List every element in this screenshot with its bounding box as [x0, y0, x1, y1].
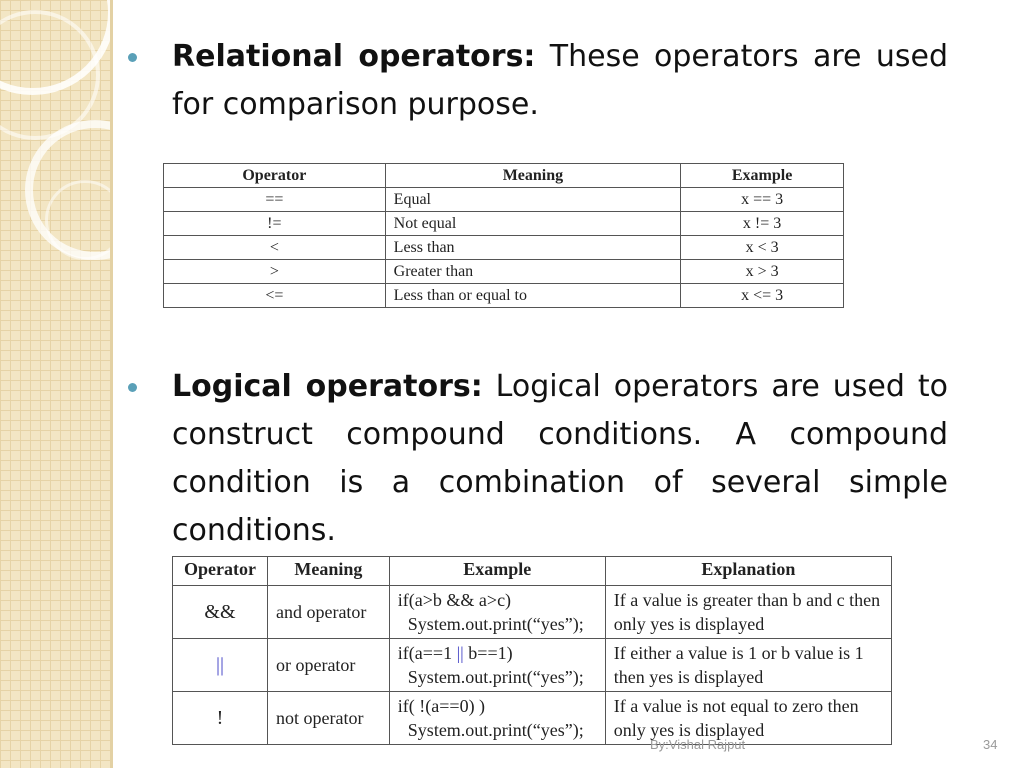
header-example: Example	[389, 557, 605, 586]
table-row	[173, 586, 892, 639]
meaning-cell: and operator	[267, 586, 389, 639]
logical-text	[172, 363, 948, 555]
example-line: if( !(a==0) )	[397, 696, 486, 716]
operator-cell: !	[173, 692, 268, 745]
operator-cell: <	[164, 236, 386, 260]
relational-bullet	[140, 33, 948, 129]
meaning-cell: not operator	[267, 692, 389, 745]
table-row	[164, 188, 844, 212]
header-example: Example	[681, 164, 844, 188]
table-header-row	[164, 164, 844, 188]
page-number: 34	[983, 737, 998, 752]
footer-author: By:Vishal Rajput	[650, 737, 746, 752]
example-line: System.out.print(“yes”);	[407, 667, 584, 687]
bullet-icon	[128, 383, 137, 392]
bullet-icon	[128, 53, 137, 62]
table-row	[164, 212, 844, 236]
example-cell: x <= 3	[681, 284, 844, 308]
operator-cell: >	[164, 260, 386, 284]
header-meaning: Meaning	[267, 557, 389, 586]
example-or-symbol: ||	[456, 643, 464, 663]
example-cell: x < 3	[681, 236, 844, 260]
operator-cell: <=	[164, 284, 386, 308]
table-header-row	[173, 557, 892, 586]
example-cell	[389, 639, 605, 692]
example-cell: x != 3	[681, 212, 844, 236]
example-line: System.out.print(“yes”);	[407, 720, 584, 740]
example-line: if(a>b && a>c)	[397, 590, 512, 610]
logical-bullet	[140, 363, 948, 555]
meaning-cell: Greater than	[385, 260, 681, 284]
meaning-cell: Equal	[385, 188, 681, 212]
example-line	[398, 641, 597, 665]
explanation-cell: If a value is not equal to zero then only yes is displayed	[605, 692, 891, 745]
logical-operators-table	[172, 556, 892, 745]
example-code: if(a==1	[397, 643, 457, 663]
example-code: b==1)	[463, 643, 513, 663]
explanation-cell: If a value is greater than b and c then only yes is displayed	[605, 586, 891, 639]
example-cell: x == 3	[681, 188, 844, 212]
example-cell	[389, 692, 605, 745]
relational-description: These operators are used for comparison purpose.	[172, 39, 948, 122]
decorative-side-strip	[0, 0, 113, 768]
operator-cell: ==	[164, 188, 386, 212]
operator-cell: &&	[173, 586, 268, 639]
meaning-cell: Less than	[385, 236, 681, 260]
table-row	[164, 260, 844, 284]
header-explanation: Explanation	[605, 557, 891, 586]
header-meaning: Meaning	[385, 164, 681, 188]
example-line: System.out.print(“yes”);	[407, 614, 584, 634]
meaning-cell: or operator	[267, 639, 389, 692]
relational-text	[172, 33, 948, 129]
operator-cell: !=	[164, 212, 386, 236]
table-row	[173, 639, 892, 692]
meaning-cell: Not equal	[385, 212, 681, 236]
logical-term: Logical operators:	[172, 369, 483, 404]
logical-description: Logical operators are used to construct compound conditions. A compound condition is a combination of several simple conditions.	[172, 369, 948, 548]
example-cell	[389, 586, 605, 639]
header-operator: Operator	[173, 557, 268, 586]
operator-cell: ||	[173, 639, 268, 692]
explanation-cell: If either a value is 1 or b value is 1 then yes is displayed	[605, 639, 891, 692]
table-row	[173, 692, 892, 745]
meaning-cell: Less than or equal to	[385, 284, 681, 308]
table-row	[164, 236, 844, 260]
relational-operators-table	[163, 163, 844, 308]
relational-term: Relational operators:	[172, 39, 536, 74]
table-row	[164, 284, 844, 308]
header-operator: Operator	[164, 164, 386, 188]
example-cell: x > 3	[681, 260, 844, 284]
